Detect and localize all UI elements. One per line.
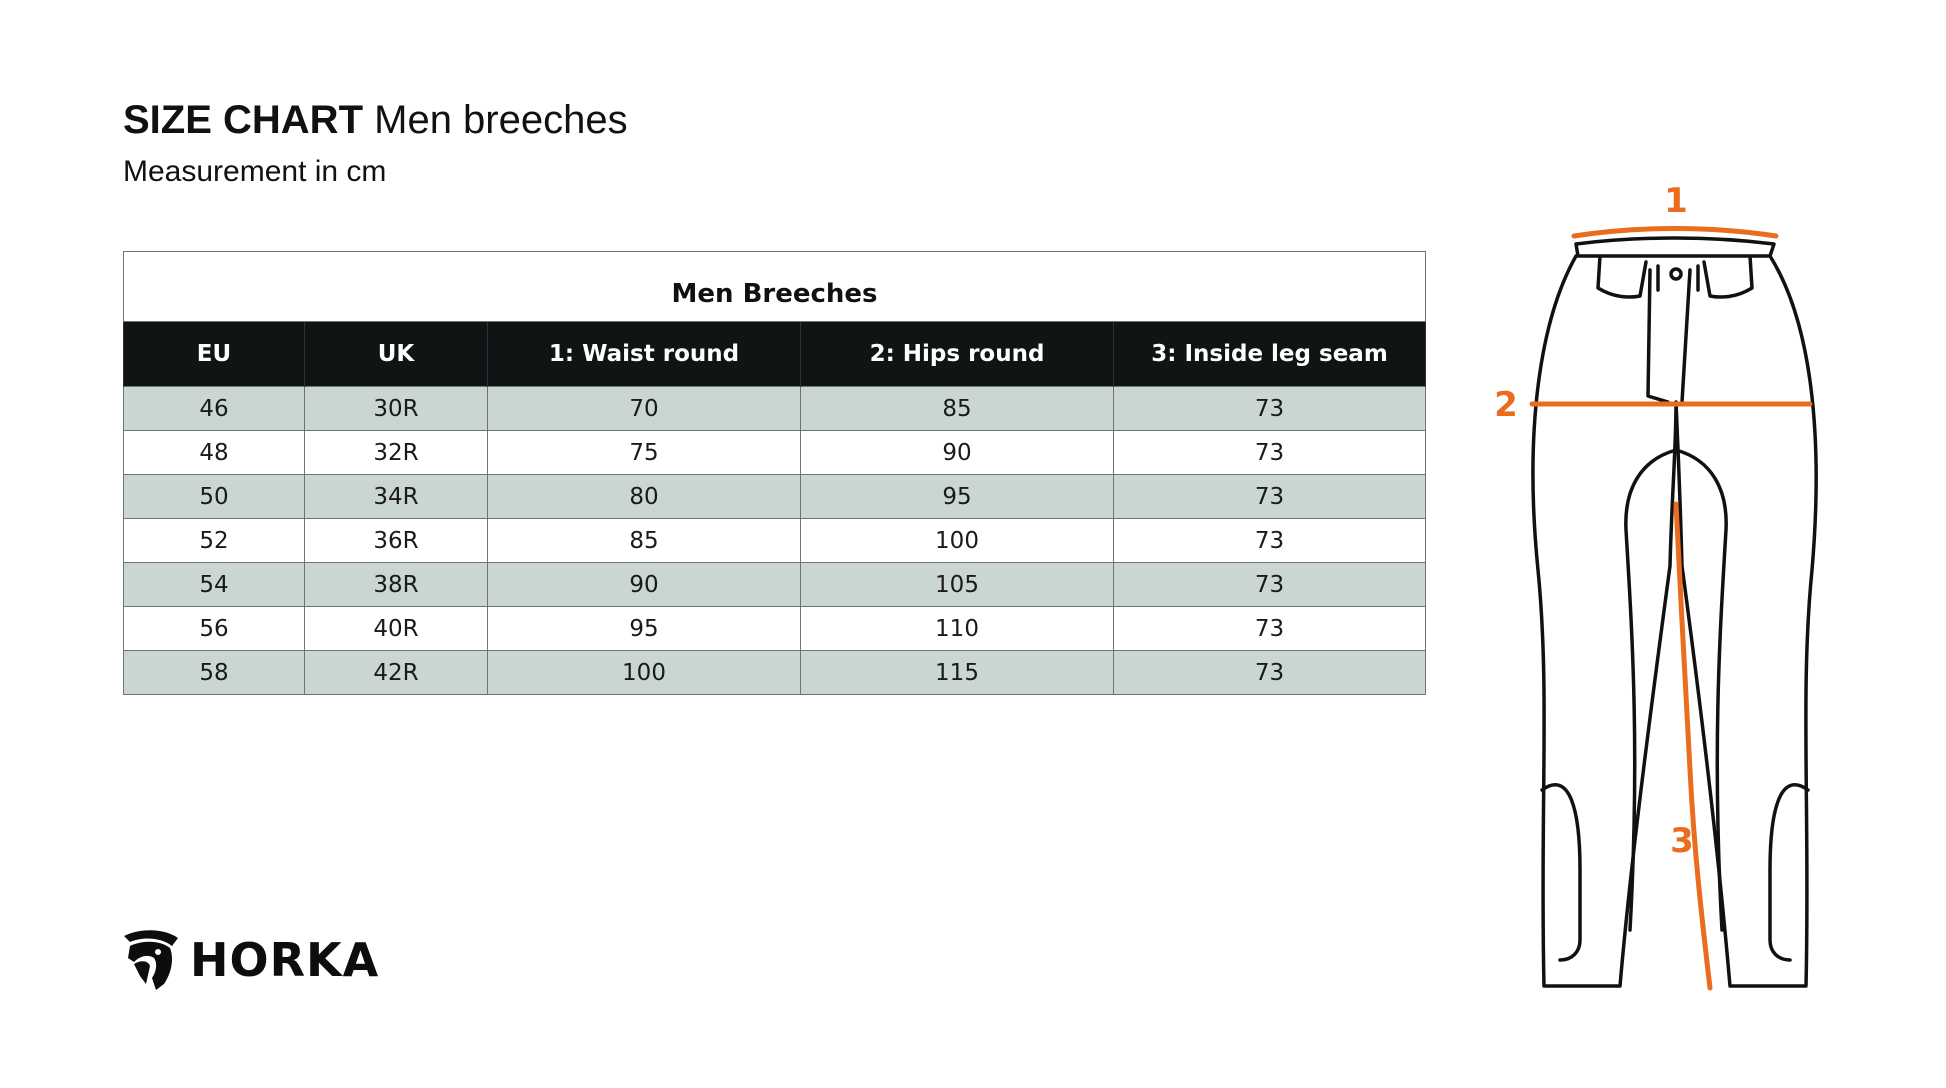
- cell-uk: 30R: [305, 387, 488, 431]
- cell-hips: 115: [801, 651, 1114, 695]
- breeches-outline: [1533, 238, 1816, 986]
- cell-eu: 52: [124, 519, 305, 563]
- cell-inside-leg: 73: [1114, 651, 1426, 695]
- cell-inside-leg: 73: [1114, 387, 1426, 431]
- cell-waist: 100: [488, 651, 801, 695]
- cell-uk: 32R: [305, 431, 488, 475]
- cell-inside-leg: 73: [1114, 607, 1426, 651]
- cell-eu: 58: [124, 651, 305, 695]
- table-row: [124, 431, 1426, 475]
- cell-eu: 54: [124, 563, 305, 607]
- column-header-uk: UK: [305, 322, 488, 387]
- table-row: [124, 519, 1426, 563]
- table-row: [124, 387, 1426, 431]
- cell-eu: 56: [124, 607, 305, 651]
- marker-hips: 2: [1494, 385, 1518, 425]
- cell-eu: 46: [124, 387, 305, 431]
- brand-name: HORKA: [190, 933, 380, 987]
- breeches-measurement-diagram: [1480, 170, 1830, 1010]
- cell-uk: 38R: [305, 563, 488, 607]
- waist-measure-line: [1574, 229, 1776, 237]
- cell-inside-leg: 73: [1114, 431, 1426, 475]
- cell-waist: 95: [488, 607, 801, 651]
- cell-hips: 100: [801, 519, 1114, 563]
- measurement-unit-note: Measurement in cm: [123, 155, 387, 188]
- table-row: [124, 563, 1426, 607]
- table-row: [124, 475, 1426, 519]
- page-title: [123, 92, 628, 148]
- column-header-inside-leg: 3: Inside leg seam: [1114, 322, 1426, 387]
- table-caption: Men Breeches: [124, 252, 1426, 322]
- marker-inside-leg: 3: [1670, 821, 1694, 861]
- cell-waist: 80: [488, 475, 801, 519]
- marker-waist: 1: [1664, 181, 1688, 221]
- cell-uk: 42R: [305, 651, 488, 695]
- cell-waist: 85: [488, 519, 801, 563]
- cell-hips: 85: [801, 387, 1114, 431]
- cell-uk: 34R: [305, 475, 488, 519]
- cell-eu: 50: [124, 475, 305, 519]
- table-row: [124, 651, 1426, 695]
- cell-uk: 40R: [305, 607, 488, 651]
- size-chart-table: [123, 251, 1426, 695]
- column-header-waist: 1: Waist round: [488, 322, 801, 387]
- column-header-hips: 2: Hips round: [801, 322, 1114, 387]
- cell-inside-leg: 73: [1114, 519, 1426, 563]
- horse-head-logo-icon: [120, 928, 182, 992]
- cell-inside-leg: 73: [1114, 563, 1426, 607]
- cell-waist: 90: [488, 563, 801, 607]
- brand-logo: [120, 925, 379, 995]
- cell-hips: 95: [801, 475, 1114, 519]
- cell-waist: 70: [488, 387, 801, 431]
- cell-uk: 36R: [305, 519, 488, 563]
- column-header-eu: EU: [124, 322, 305, 387]
- cell-hips: 90: [801, 431, 1114, 475]
- cell-hips: 110: [801, 607, 1114, 651]
- cell-waist: 75: [488, 431, 801, 475]
- cell-eu: 48: [124, 431, 305, 475]
- table-row: [124, 607, 1426, 651]
- table-header-row: [124, 322, 1426, 387]
- title-rest: Men breeches: [374, 98, 628, 142]
- cell-inside-leg: 73: [1114, 475, 1426, 519]
- cell-hips: 105: [801, 563, 1114, 607]
- title-bold: SIZE CHART: [123, 98, 363, 142]
